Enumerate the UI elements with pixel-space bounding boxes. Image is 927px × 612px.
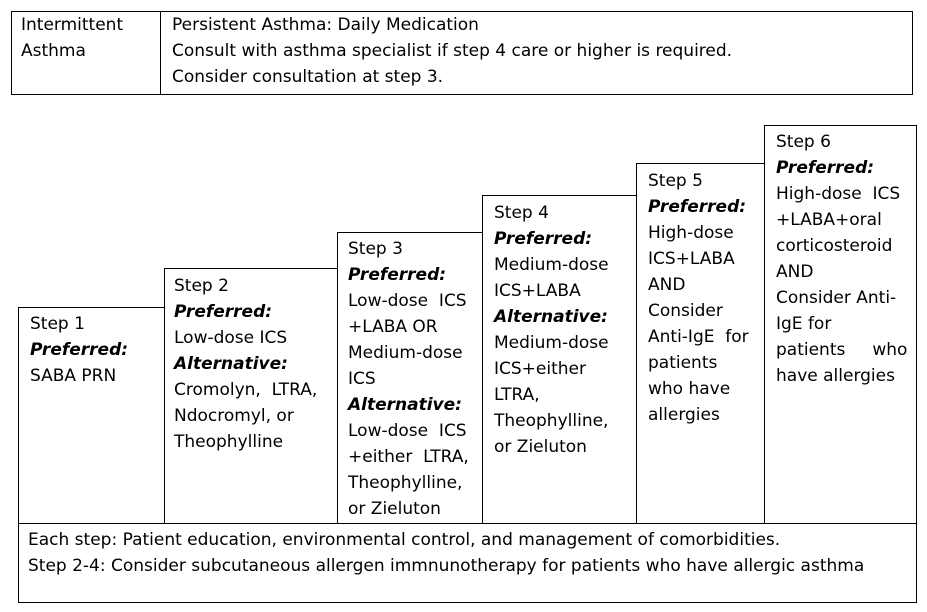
header-left-line: Asthma <box>21 41 86 61</box>
step-line: Medium-dose <box>494 333 609 353</box>
step-line: Anti-IgE for <box>648 327 749 347</box>
step-line: Consider <box>648 301 723 321</box>
step-line: ICS <box>348 369 376 389</box>
step-line: Theophylline <box>174 432 284 452</box>
header-right-line: Consider consultation at step 3. <box>172 67 444 87</box>
step-3 <box>348 236 469 522</box>
step-line: +LABA OR <box>348 317 438 337</box>
step-title: Step 6 <box>776 132 831 152</box>
step-line: Ndocromyl, or <box>174 406 294 426</box>
footer-line: Each step: Patient education, environmental control, and management of comorbidities. <box>28 530 781 550</box>
step-line: AND <box>776 262 814 282</box>
step-line: +either LTRA, <box>348 447 469 467</box>
step-1 <box>30 311 128 389</box>
step-line: ICS+LABA <box>648 249 735 269</box>
header-intermittent <box>21 12 123 64</box>
step-line: corticosteroid <box>776 236 893 256</box>
step-line: Preferred: <box>648 197 747 217</box>
step-line: Preferred: <box>776 158 875 178</box>
step-line: or Zieluton <box>494 437 587 457</box>
step-line: Cromolyn, LTRA, <box>174 380 318 400</box>
step-line: or Zieluton <box>348 499 441 519</box>
step-line: ICS+LABA <box>494 281 581 301</box>
step-line: allergies <box>648 405 720 425</box>
step-line: patients <box>648 353 718 373</box>
step-line: Alternative: <box>174 354 288 374</box>
step-line: Consider Anti- <box>776 288 897 308</box>
step-line: LTRA, <box>494 385 540 405</box>
step-line: patients who <box>776 340 908 360</box>
step-5 <box>648 168 749 428</box>
step-line: Low-dose ICS <box>348 421 467 441</box>
step-line: High-dose ICS <box>776 184 901 204</box>
step-line: High-dose <box>648 223 734 243</box>
step-line: Low-dose ICS <box>348 291 467 311</box>
step-line: ICS+either <box>494 359 586 379</box>
step-line: who have <box>648 379 731 399</box>
step-6 <box>776 129 907 389</box>
footer-line: Step 2-4: Consider subcutaneous allergen immnunotherapy for patients who have allergic asthma <box>28 556 865 576</box>
step-title: Step 4 <box>494 203 549 223</box>
step-line: Low-dose ICS <box>174 328 288 348</box>
header-right-line: Consult with asthma specialist if step 4 care or higher is required. <box>172 41 733 61</box>
step-4 <box>494 200 609 460</box>
step-line: Theophylline, <box>494 411 609 431</box>
step-line: SABA PRN <box>30 366 117 386</box>
footer-text <box>28 527 864 579</box>
header-divider <box>160 11 161 95</box>
step-line: Alternative: <box>348 395 462 415</box>
step-line: Preferred: <box>348 265 447 285</box>
step-line: Alternative: <box>494 307 608 327</box>
step-title: Step 3 <box>348 239 403 259</box>
step-title: Step 2 <box>174 276 229 296</box>
header-persistent <box>172 12 732 90</box>
step-line: Medium-dose <box>348 343 463 363</box>
step-line: IgE for <box>776 314 832 334</box>
step-line: Preferred: <box>30 340 129 360</box>
step-line: Theophylline, <box>348 473 463 493</box>
step-title: Step 5 <box>648 171 703 191</box>
step-line: Medium-dose <box>494 255 609 275</box>
step-title: Step 1 <box>30 314 85 334</box>
step-line: Preferred: <box>174 302 273 322</box>
step-line: have allergies <box>776 366 895 386</box>
step-line: Preferred: <box>494 229 593 249</box>
step-line: AND <box>648 275 686 295</box>
header-left-line: Intermittent <box>21 15 124 35</box>
step-2 <box>174 273 317 455</box>
header-right-line: Persistent Asthma: Daily Medication <box>172 15 479 35</box>
step-line: +LABA+oral <box>776 210 882 230</box>
